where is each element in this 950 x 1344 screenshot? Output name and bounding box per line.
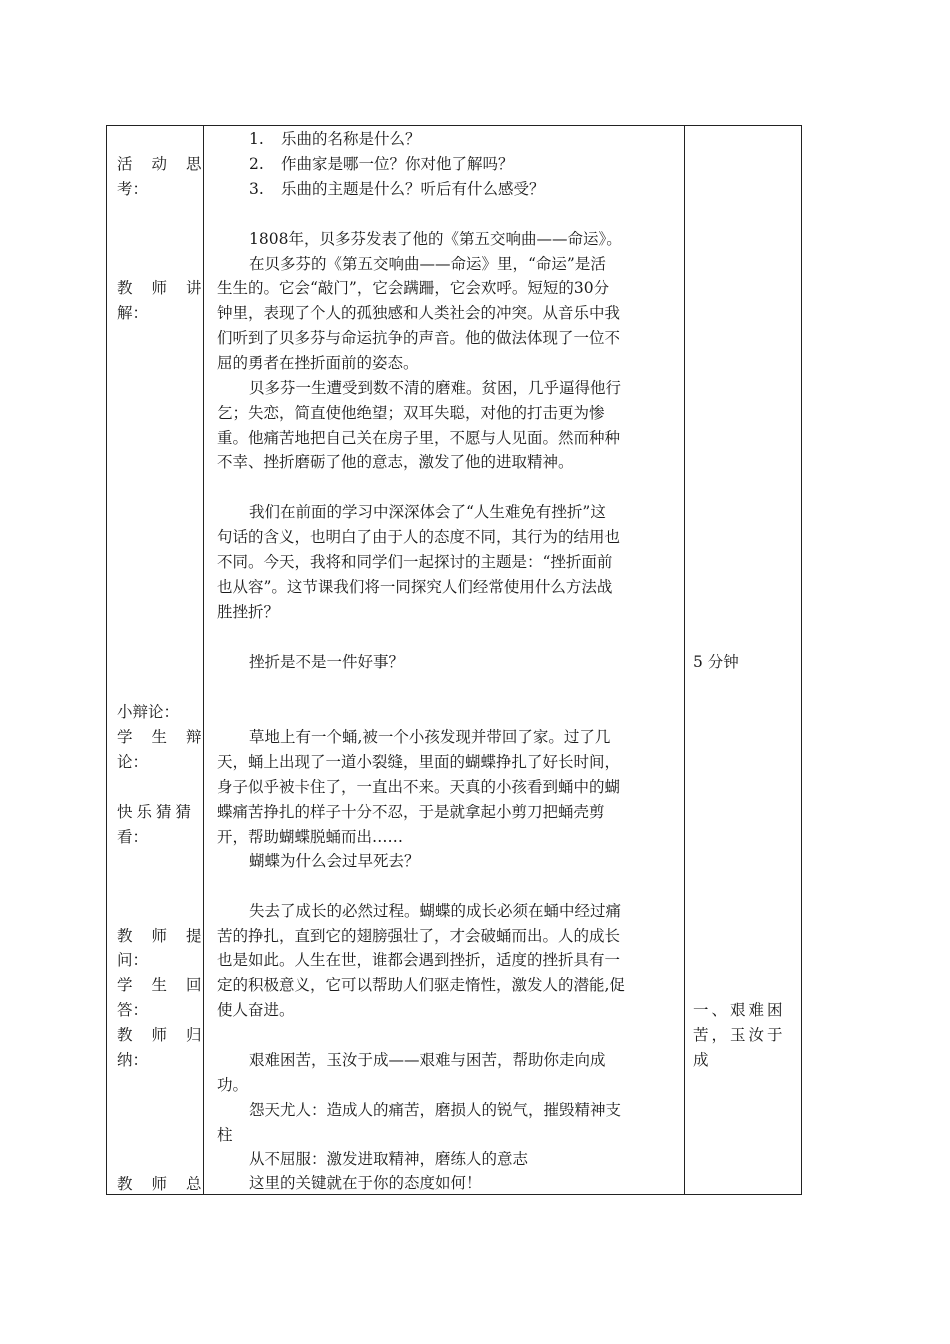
label-teacher-summarize: 教师归 xyxy=(117,1026,221,1044)
paragraph-line: 开，帮助蝴蝶脱蛹而出…… xyxy=(217,828,404,846)
question-number: 3. xyxy=(249,180,264,198)
label-student-answer: 学生回 xyxy=(117,976,221,994)
label-small-debate: 小辩论： xyxy=(117,703,180,721)
question-text: 乐曲的主题是什么？听后有什么感受？ xyxy=(281,180,545,198)
paragraph-line: 蝴蝶为什么会过早死去？ xyxy=(249,852,420,870)
paragraph-line: 这里的关键就在于你的态度如何！ xyxy=(249,1174,482,1192)
paragraph-line: 挫折是不是一件好事？ xyxy=(249,653,405,671)
label-student-answer-2: 答： xyxy=(117,1001,149,1019)
paragraph-line: 贝多芬一生遭受到数不清的磨难。贫困，几乎逼得他行 xyxy=(249,379,622,397)
paragraph-line: 失去了成长的必然过程。蝴蝶的成长必须在蛹中经过痛 xyxy=(249,902,622,920)
paragraph-line: 不同。今天，我将和同学们一起探讨的主题是：“挫折面前 xyxy=(217,553,613,571)
paragraph-line: 艰难困苦，玉汝于成——艰难与困苦，帮助你走向成 xyxy=(249,1051,606,1069)
label-student-debate: 学生辩 xyxy=(117,728,221,746)
question-text: 乐曲的名称是什么？ xyxy=(281,130,421,148)
paragraph-line: 不幸、挫折磨砺了他的意志，激发了他的进取精神。 xyxy=(217,453,574,471)
label-activity-2: 考： xyxy=(117,180,149,198)
paragraph-line: 功。 xyxy=(217,1076,249,1094)
paragraph-line: 从不屈服：激发进取精神，磨练人的意志 xyxy=(249,1150,529,1168)
label-guess-2: 看： xyxy=(117,828,149,846)
question-number: 1. xyxy=(249,130,264,148)
paragraph-line: 屈的勇者在挫折面前的姿态。 xyxy=(217,354,419,372)
lesson-table xyxy=(106,125,802,1195)
paragraph-line: 句话的含义，也明白了由于人的态度不同，其行为的结用也 xyxy=(217,528,621,546)
label-teacher-ask: 教师提 xyxy=(117,927,221,945)
paragraph-line: 我们在前面的学习中深深体会了“人生难免有挫折”这 xyxy=(249,503,606,521)
paragraph-line: 天，蛹上出现了一道小裂缝，里面的蝴蝶挣扎了好长时间， xyxy=(217,753,621,771)
time-allotment: 5 分钟 xyxy=(693,653,739,671)
label-activity xyxy=(117,152,221,176)
column-divider xyxy=(684,126,685,1194)
paragraph-line: 使人奋进。 xyxy=(217,1001,295,1019)
paragraph-line: 重。他痛苦地把自己关在房子里，不愿与人见面。然而种种 xyxy=(217,429,621,447)
label-teacher-ask-2: 问： xyxy=(117,951,149,969)
paragraph-line: 苦的挣扎，直到它的翅膀强壮了，才会破蛹而出。人的成长 xyxy=(217,927,621,945)
section-heading: 成 xyxy=(693,1051,709,1069)
label-student-debate-2: 论： xyxy=(117,753,149,771)
paragraph-line: 乞；失恋，简直使他绝望；双耳失聪，对他的打击更为惨 xyxy=(217,404,605,422)
paragraph-line: 定的积极意义，它可以帮助人们驱走惰性，激发人的潜能,促 xyxy=(217,976,625,994)
label-text: 活动思 xyxy=(117,155,221,173)
section-heading: 一、艰难困 xyxy=(693,1001,786,1019)
label-teacher-summarize-2: 纳： xyxy=(117,1051,149,1069)
paragraph-line: 怨天尤人：造成人的痛苦，磨损人的锐气，摧毁精神支 xyxy=(249,1101,622,1119)
question-number: 2. xyxy=(249,155,264,173)
paragraph-line: 柱 xyxy=(217,1126,233,1144)
section-heading: 苦，玉汝于 xyxy=(693,1026,786,1044)
paragraph-line: 也是如此。人生在世，谁都会遇到挫折，适度的挫折具有一 xyxy=(217,951,621,969)
paragraph-line: 草地上有一个蛹,被一个小孩发现并带回了家。过了几 xyxy=(249,728,611,746)
paragraph-line: 在贝多芬的《第五交响曲——命运》里，“命运”是活 xyxy=(249,255,606,273)
paragraph-line: 们听到了贝多芬与命运抗争的声音。他的做法体现了一位不 xyxy=(217,329,621,347)
paragraph-line: 也从容”。这节课我们将一同探究人们经常使用什么方法战 xyxy=(217,578,613,596)
paragraph-line: 身子似乎被卡住了，一直出不来。天真的小孩看到蛹中的蝴 xyxy=(217,778,621,796)
label-teacher-explain: 教师讲 xyxy=(117,279,221,297)
paragraph-line: 1808年，贝多芬发表了他的《第五交响曲——命运》。 xyxy=(249,230,622,248)
paragraph-line: 胜挫折？ xyxy=(217,603,280,621)
paragraph-line: 蝶痛苦挣扎的样子十分不忍，于是就拿起小剪刀把蛹壳剪 xyxy=(217,803,605,821)
label-teacher-conclude: 教师总 xyxy=(117,1175,221,1193)
paragraph-line: 钟里，表现了个人的孤独感和人类社会的冲突。从音乐中我 xyxy=(217,304,621,322)
paragraph-line: 生生的。它会“敲门”，它会蹒跚，它会欢呼。短短的30分 xyxy=(217,279,610,297)
label-guess: 快乐猜猜 xyxy=(117,803,196,821)
question-text: 作曲家是哪一位？你对他了解吗？ xyxy=(281,155,514,173)
label-teacher-explain-2: 解： xyxy=(117,304,149,322)
